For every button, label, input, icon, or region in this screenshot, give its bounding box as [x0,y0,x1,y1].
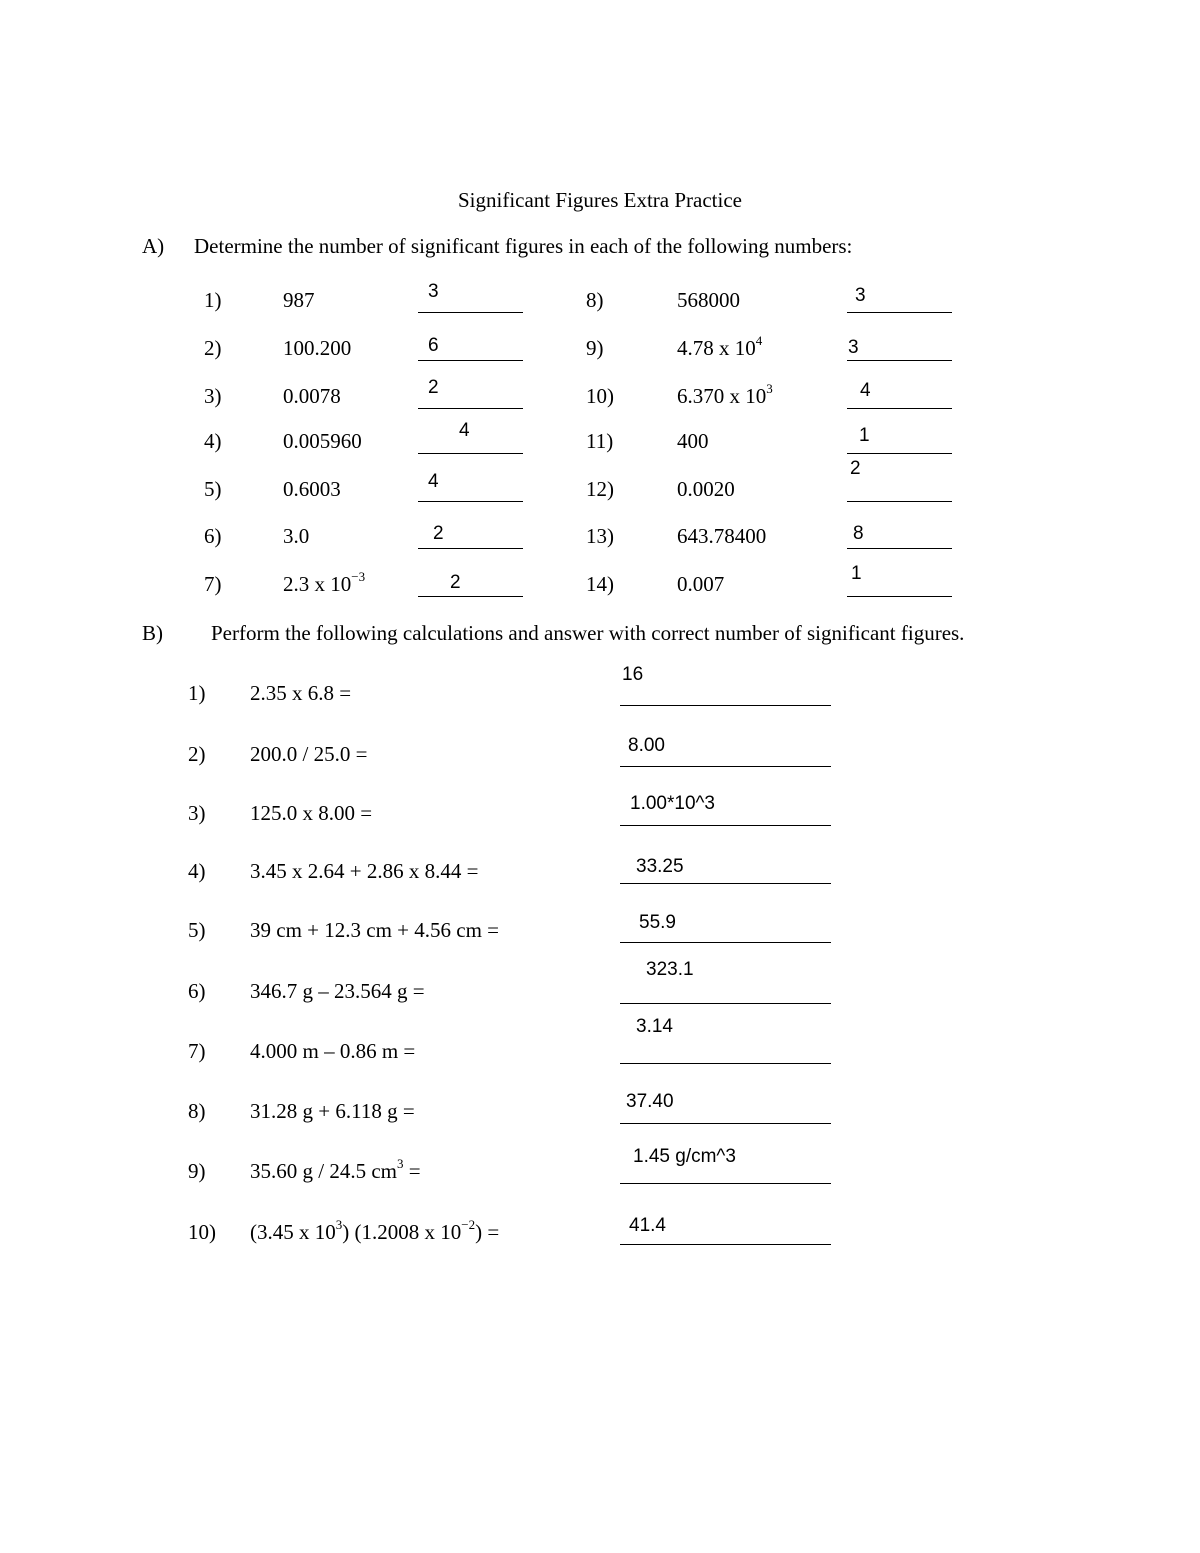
question-exponent: 3 [766,381,773,396]
answer-line [620,705,831,706]
a-item-question: 0.005960 [283,429,362,453]
a-item-question: 0.007 [677,572,725,596]
handwritten-answer: 37.40 [626,1091,674,1112]
part-a-instruction: Determine the number of significant figures in each of the following numbers: [194,234,853,258]
question-base: 6.370 x 10 [677,384,767,408]
answer-line [418,312,523,313]
handwritten-answer: 1.45 g/cm^3 [633,1146,736,1167]
question-base: 4.78 x 10 [677,336,756,360]
answer-line [847,312,952,313]
a-item-question [677,333,763,360]
b-item-question [250,1217,500,1244]
b-item-number: 8) [188,1099,206,1123]
a-item-question: 987 [283,288,315,312]
answer-line [418,408,523,409]
b-item-number: 1) [188,681,206,705]
answer-line [418,453,523,454]
answer-line [847,548,952,549]
b-item-number: 6) [188,979,206,1003]
a-item-number: 8) [586,288,604,312]
a-item-number: 10) [586,384,614,408]
handwritten-answer: 3 [855,285,866,306]
handwritten-answer: 2 [450,572,461,593]
b-item-number: 5) [188,918,206,942]
answer-line [418,360,523,361]
b-item-number: 10) [188,1220,216,1244]
b-item-question: 200.0 / 25.0 = [250,742,368,766]
b-item-question: 39 cm + 12.3 cm + 4.56 cm = [250,918,499,942]
question-exponent: −2 [461,1217,476,1232]
answer-line [418,596,523,597]
answer-line [620,1063,831,1064]
answer-line [620,766,831,767]
handwritten-answer: 1 [859,425,870,446]
handwritten-answer: 3 [428,281,439,302]
part-b-instruction: Perform the following calculations and answer with correct number of significant figures. [211,621,965,645]
question-part: (3.45 x 10 [250,1220,336,1244]
a-item-question: 568000 [677,288,740,312]
a-item-number: 2) [204,336,222,360]
answer-line [418,548,523,549]
answer-line [620,883,831,884]
answer-line [620,1244,831,1245]
answer-line [620,1183,831,1184]
a-item-number: 3) [204,384,222,408]
handwritten-answer: 16 [622,664,644,685]
b-item-number: 4) [188,859,206,883]
a-item-number: 4) [204,429,222,453]
part-b-label: B) [142,621,163,645]
handwritten-answer: 3 [848,337,859,358]
a-item-question: 100.200 [283,336,352,360]
a-item-number: 12) [586,477,614,501]
handwritten-answer: 33.25 [636,856,684,877]
question-base: 2.3 x 10 [283,572,352,596]
b-item-number: 9) [188,1159,206,1183]
a-item-number: 14) [586,572,614,596]
a-item-number: 6) [204,524,222,548]
handwritten-answer: 6 [428,335,439,356]
answer-line [847,501,952,502]
b-item-question: 31.28 g + 6.118 g = [250,1099,415,1123]
b-item-number: 2) [188,742,206,766]
b-item-question: 4.000 m – 0.86 m = [250,1039,416,1063]
answer-line [847,596,952,597]
answer-line [847,453,952,454]
a-item-number: 5) [204,477,222,501]
handwritten-answer: 3.14 [636,1016,673,1037]
a-item-number: 13) [586,524,614,548]
handwritten-answer: 55.9 [639,912,676,933]
question-tail: = [403,1159,421,1183]
a-item-question: 643.78400 [677,524,767,548]
a-item-question: 0.0020 [677,477,735,501]
b-item-question [250,1156,421,1183]
a-item-question [283,569,366,596]
answer-line [620,1123,831,1124]
a-item-number: 9) [586,336,604,360]
b-item-number: 3) [188,801,206,825]
handwritten-answer: 8.00 [628,735,665,756]
handwritten-answer: 41.4 [629,1215,666,1236]
a-item-question: 0.0078 [283,384,341,408]
handwritten-answer: 323.1 [646,959,694,980]
answer-line [847,408,952,409]
question-exponent: −3 [351,569,366,584]
answer-line [847,360,952,361]
handwritten-answer: 2 [850,458,861,479]
question-part: ) (1.2008 x 10 [342,1220,462,1244]
handwritten-answer: 8 [853,523,864,544]
answer-line [620,942,831,943]
a-item-question: 3.0 [283,524,310,548]
b-item-question: 125.0 x 8.00 = [250,801,373,825]
b-item-number: 7) [188,1039,206,1063]
a-item-number: 11) [586,429,614,453]
a-item-question: 400 [677,429,709,453]
question-part: ) = [475,1220,500,1244]
answer-line [620,825,831,826]
a-item-question: 0.6003 [283,477,341,501]
handwritten-answer: 2 [428,377,439,398]
question-base: 35.60 g / 24.5 cm [250,1159,397,1183]
handwritten-answer: 1.00*10^3 [630,793,715,814]
handwritten-answer: 1 [851,563,862,584]
handwritten-answer: 4 [428,471,439,492]
question-exponent: 3 [335,1217,343,1232]
handwritten-answer: 2 [433,523,444,544]
a-item-number: 7) [204,572,222,596]
question-exponent: 3 [397,1156,404,1171]
page-title: Significant Figures Extra Practice [457,188,742,212]
b-item-question: 346.7 g – 23.564 g = [250,979,425,1003]
part-a-label: A) [142,234,165,258]
answer-line [620,1003,831,1004]
question-exponent: 4 [755,333,763,348]
b-item-question: 2.35 x 6.8 = [250,681,352,705]
a-item-question [677,381,773,408]
answer-line [418,501,523,502]
a-item-number: 1) [204,288,222,312]
handwritten-answer: 4 [459,420,470,441]
b-item-question: 3.45 x 2.64 + 2.86 x 8.44 = [250,859,479,883]
handwritten-answer: 4 [860,380,871,401]
